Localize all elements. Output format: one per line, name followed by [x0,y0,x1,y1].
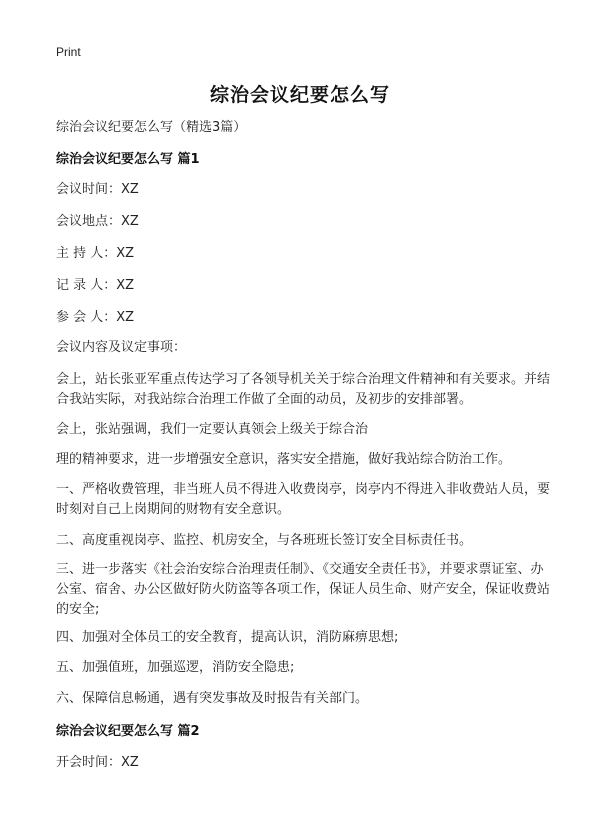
item-5: 五、加强值班，加强巡逻，消防安全隐患; [56,660,295,675]
section-heading-2: 综治会议纪要怎么写 篇2 [56,724,200,739]
meeting-attendees: 参 会 人：XZ [56,310,135,325]
section-heading-1: 综治会议纪要怎么写 篇1 [56,152,200,167]
item-2: 二、高度重视岗亭、监控、机房安全，与各班班长签订安全目标责任书。 [56,533,473,548]
paragraph-2-line-1: 会上，张站强调，我们一定要认真领会上级关于综合治 [56,422,369,437]
meeting-place: 会议地点：XZ [56,214,139,229]
item-3: 三、进一步落实《社会治安综合治理责任制》、《交通安全责任书》，并要求票证室、办公室、宿舍、办公区做好防火防盗等各项工作，保证人员生命、财产安全，保证收费站的安全; [56,562,551,617]
agenda-label: 会议内容及议定事项： [56,340,187,355]
meeting-time: 会议时间：XZ [56,182,139,197]
meeting-host: 主 持 人：XZ [56,246,135,261]
item-1: 一、严格收费管理，非当班人员不得进入收费岗亭，岗亭内不得进入非收费站人员，要时刻对自己上岗期间的财物有安全意识。 [56,482,551,517]
paragraph-2-line-2: 理的精神要求，进一步增强安全意识，落实安全措施，做好我站综合防治工作。 [56,452,512,467]
meeting-recorder: 记 录 人：XZ [56,278,135,293]
document-title: 综治会议纪要怎么写 [209,84,390,106]
item-6: 六、保障信息畅通，遇有突发事故及时报告有关部门。 [56,691,369,706]
section-2-meeting-time: 开会时间：XZ [56,755,139,770]
print-link[interactable]: Print [56,45,81,59]
item-4: 四、加强对全体员工的安全教育，提高认识，消防麻痹思想; [56,630,399,645]
document-subtitle: 综治会议纪要怎么写（精选3篇） [56,120,247,135]
paragraph-1: 会上，站长张亚军重点传达学习了各领导机关关于综合治理文件精神和有关要求。并结合我站实际，对我站综合治理工作做了全面的动员，及初步的安排部署。 [56,372,551,407]
